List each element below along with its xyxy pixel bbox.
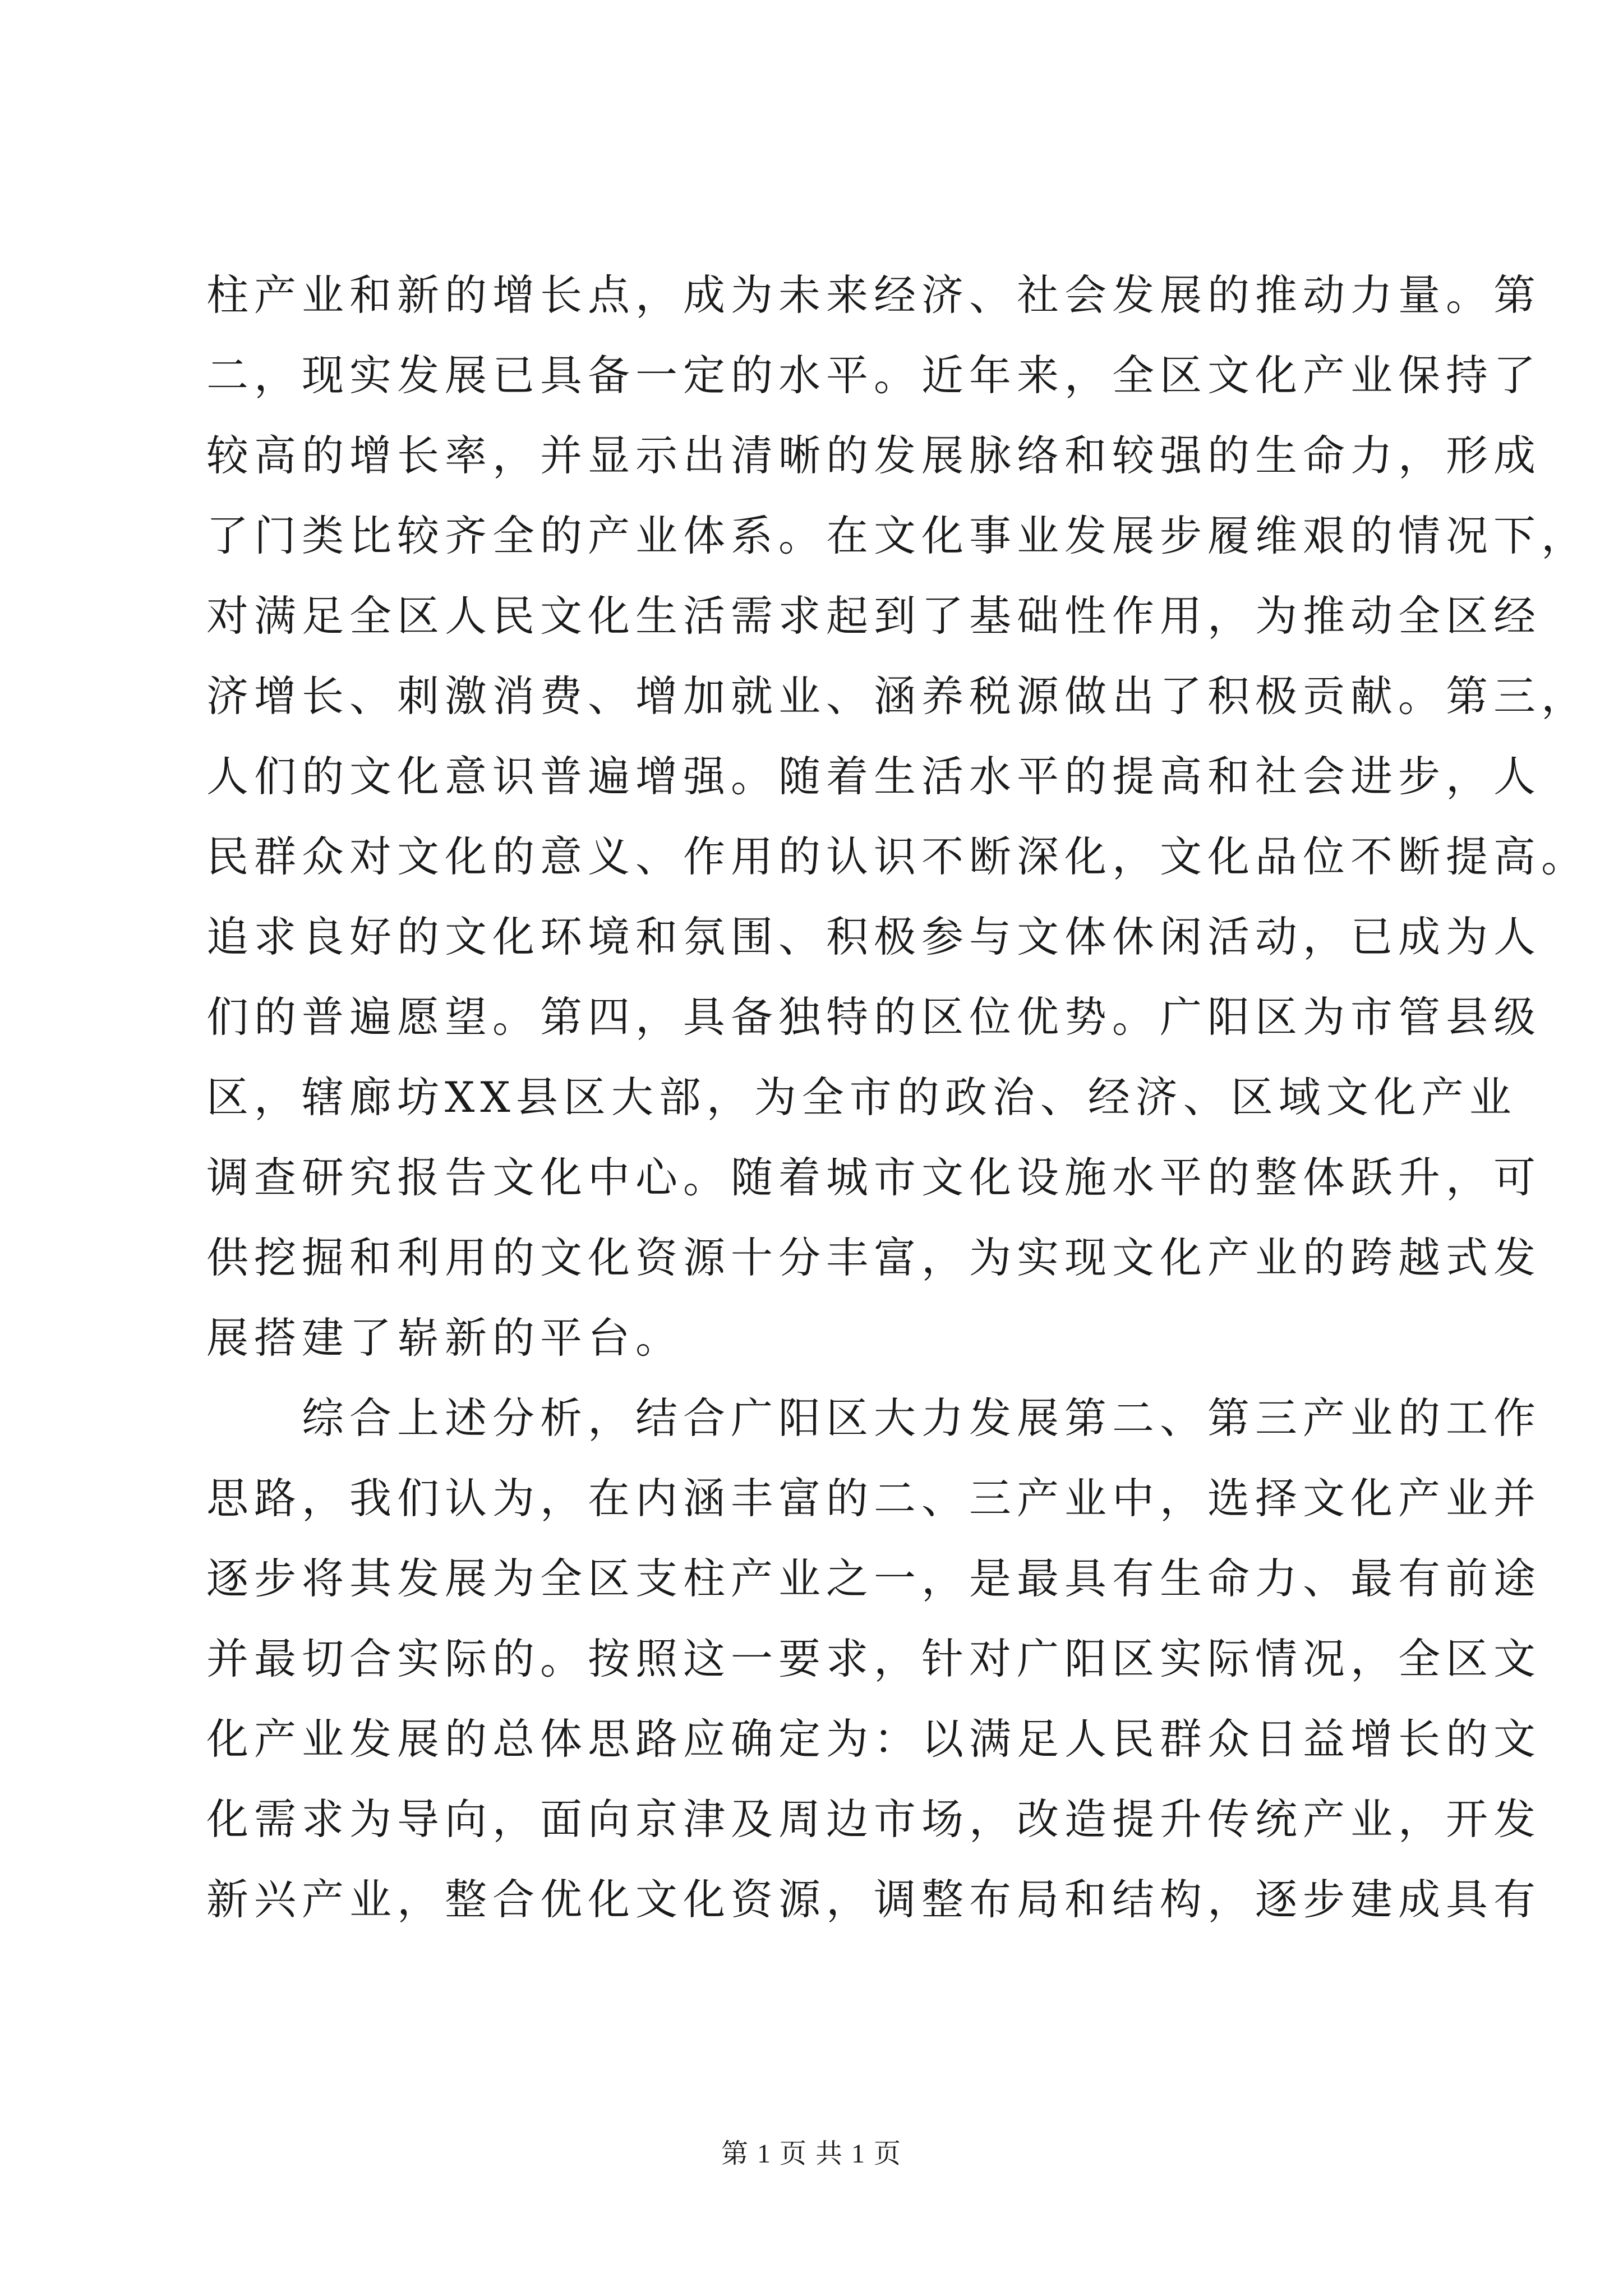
text-line: 对满足全区人民文化生活需求起到了基础性作用，为推动全区经 [206,591,1542,641]
text-line: 化产业发展的总体思路应确定为：以满足人民群众日益增长的文 [206,1714,1542,1764]
page-number-footer: 第 1 页 共 1 页 [721,2139,902,2169]
text-line: 民群众对文化的意义、作用的认识不断深化，文化品位不断提高。 [206,832,1589,881]
text-line: 思路，我们认为，在内涵丰富的二、三产业中，选择文化产业并 [206,1474,1542,1523]
text-line: 二，现实发展已具备一定的水平。近年来，全区文化产业保持了 [206,351,1542,400]
text-line: 人们的文化意识普遍增强。随着生活水平的提高和社会进步，人 [206,752,1542,801]
text-line: 了门类比较齐全的产业体系。在文化事业发展步履维艰的情况下， [206,511,1589,560]
text-line: 们的普遍愿望。第四，具备独特的区位优势。广阳区为市管县级 [206,992,1542,1042]
text-line: 供挖掘和利用的文化资源十分丰富，为实现文化产业的跨越式发 [206,1233,1542,1282]
text-line: 区，辖廊坊XX县区大部，为全市的政治、经济、区域文化产业 [206,1073,1517,1122]
text-line: 较高的增长率，并显示出清晰的发展脉络和较强的生命力，形成 [206,431,1542,480]
paragraph-start-line: 综合上述分析，结合广阳区大力发展第二、第三产业的工作 [206,1393,1542,1443]
text-line: 化需求为导向，面向京津及周边市场，改造提升传统产业，开发 [206,1795,1542,1844]
text-line: 调查研究报告文化中心。随着城市文化设施水平的整体跃升，可 [206,1153,1542,1202]
text-line: 追求良好的文化环境和氛围、积极参与文体休闲活动，已成为人 [206,912,1542,961]
text-line: 逐步将其发展为全区支柱产业之一，是最具有生命力、最有前途 [206,1554,1542,1603]
text-line: 展搭建了崭新的平台。 [206,1313,684,1363]
document-body [206,255,1589,1940]
text-line: 济增长、刺激消费、增加就业、涵养税源做出了积极贡献。第三， [206,671,1589,721]
text-line: 柱产业和新的增长点，成为未来经济、社会发展的推动力量。第 [206,270,1542,320]
text-line: 新兴产业，整合优化文化资源，调整布局和结构，逐步建成具有 [206,1875,1542,1924]
text-line: 并最切合实际的。按照这一要求，针对广阳区实际情况，全区文 [206,1634,1542,1683]
